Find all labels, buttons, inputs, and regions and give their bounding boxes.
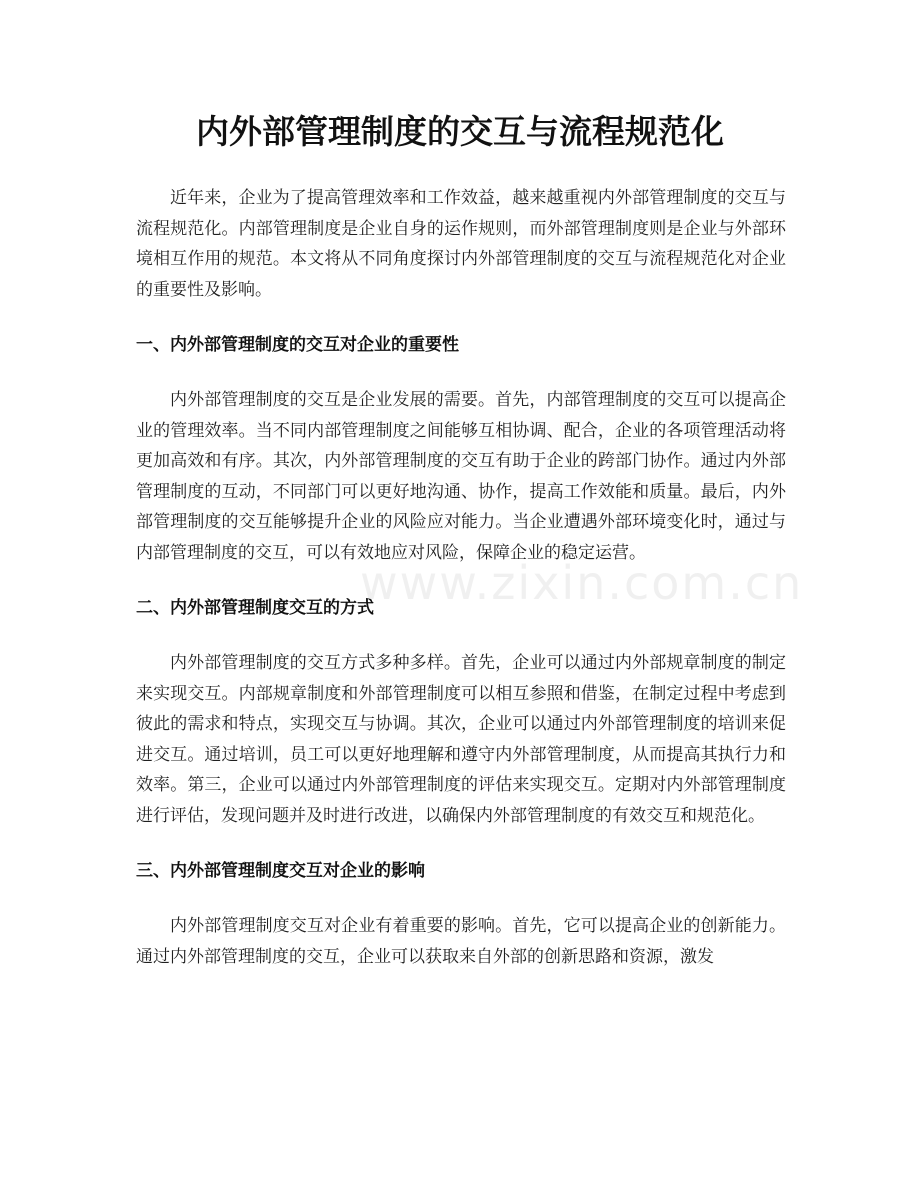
document-title: 内外部管理制度的交互与流程规范化 xyxy=(196,112,724,151)
section-1-heading: 一、内外部管理制度的交互对企业的重要性 xyxy=(136,335,459,355)
section-2-body: 内外部管理制度的交互方式多种多样。首先，企业可以通过内外部规章制度的制定来实现交互。内部规章制度和外部管理制度可以相互参照和借鉴，在制定过程中考虑到彼此的需求和特点，实现交互与协调。其次，企业可以通过内外部管理制度的培训来促进交互。通过培训，员工可以更好地理解和遵守内外部管理制度，从而提高其执行力和效率。第三，企业可以通过内外部管理制度的评估来实现交互。定期对内外部管理制度进行评估，发现问题并及时进行改进，以确保内外部管理制度的有效交互和规范化。 xyxy=(136,653,786,826)
watermark: www.zixin.com.cn xyxy=(360,556,804,610)
section-2-heading: 二、内外部管理制度交互的方式 xyxy=(136,598,374,618)
intro-paragraph: 近年来，企业为了提高管理效率和工作效益，越来越重视内外部管理制度的交互与流程规范化。内部管理制度是企业自身的运作规则，而外部管理制度则是企业与外部环境相互作用的规范。本文将从不同角度探讨内外部管理制度的交互与流程规范化对企业的重要性及影响。 xyxy=(136,188,786,300)
section-3-heading: 三、内外部管理制度交互对企业的影响 xyxy=(136,861,425,881)
section-3-body: 内外部管理制度交互对企业有着重要的影响。首先，它可以提高企业的创新能力。通过内外部管理制度的交互，企业可以获取来自外部的创新思路和资源，激发 xyxy=(136,916,786,967)
section-1-body: 内外部管理制度的交互是企业发展的需要。首先，内部管理制度的交互可以提高企业的管理效率。当不同内部管理制度之间能够互相协调、配合，企业的各项管理活动将更加高效和有序。其次，内外部管理制度的交互有助于企业的跨部门协作。通过内外部管理制度的互动，不同部门可以更好地沟通、协作，提高工作效能和质量。最后，内外部管理制度的交互能够提升企业的风险应对能力。当企业遭遇外部环境变化时，通过与内部管理制度的交互，可以有效地应对风险，保障企业的稳定运营。 xyxy=(136,390,786,563)
document-body xyxy=(136,183,804,972)
